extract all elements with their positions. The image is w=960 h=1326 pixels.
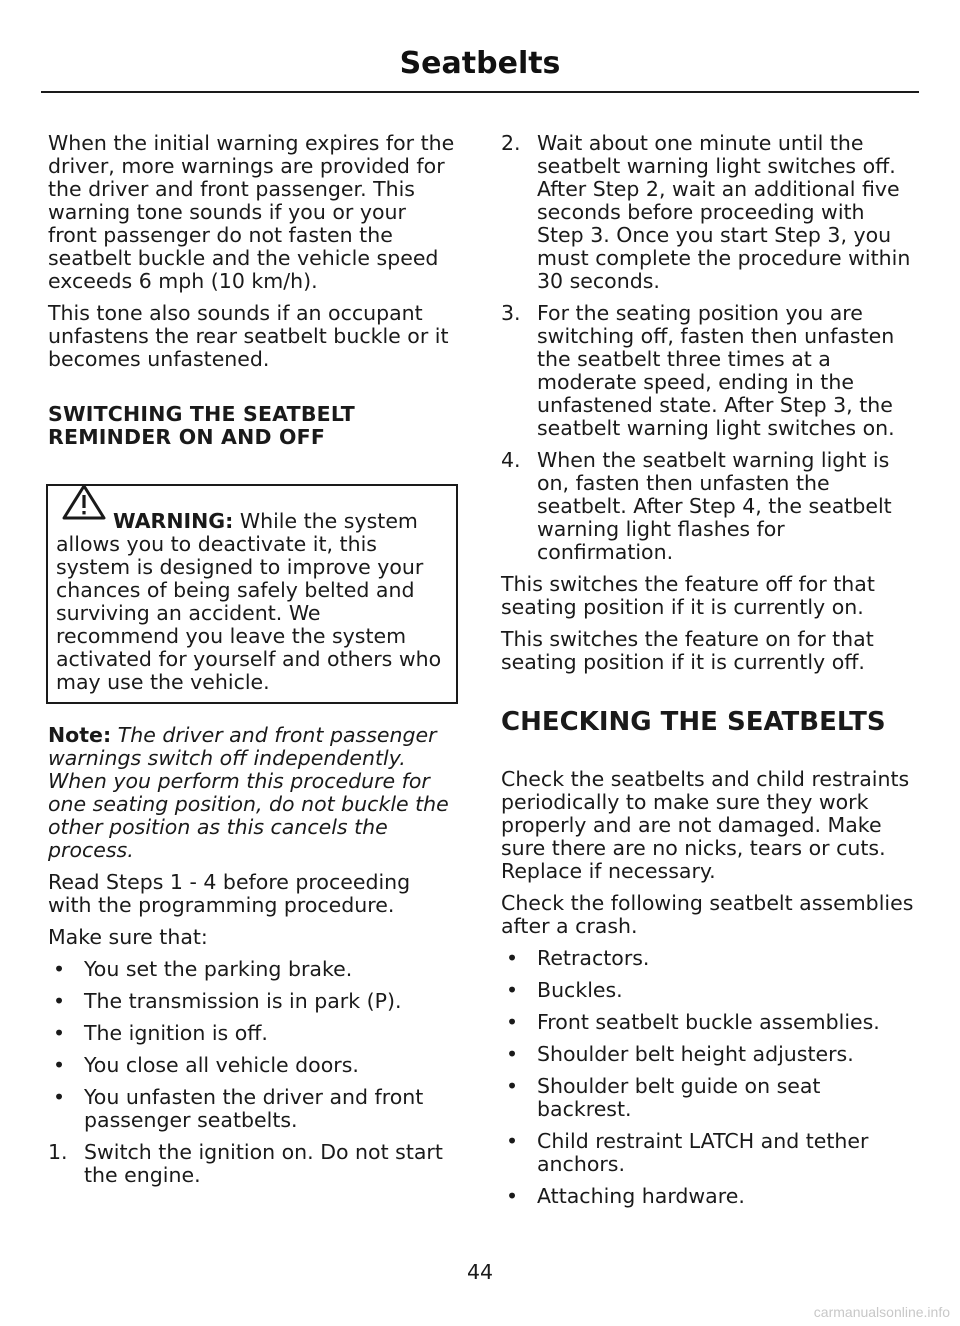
list-item: • Shoulder belt guide on seat backrest.	[506, 1074, 821, 1121]
steps-list	[48, 1141, 460, 1187]
list-item: • You close all vehicle doors.	[53, 1053, 359, 1077]
check-paragraph: Check the seatbelts and child restraints periodically to make sure they work properly and are not damaged. Make sure there are no nicks, tears or cuts. Replace if necessary.	[501, 767, 910, 883]
list-item: • The transmission is in park (P).	[53, 989, 402, 1013]
step-item: 2. Wait about one minute until the seatbelt warning light switches off. After Step 2, wait an additional five seconds before proceeding with Step 3. Once you start Step 3, you must complete the procedure within 30 seconds.	[501, 131, 911, 293]
result-paragraph: This switches the feature on for that seating position if it is currently off.	[501, 627, 874, 674]
section-heading-checking: CHECKING THE SEATBELTS	[501, 707, 886, 737]
steps-list	[501, 132, 917, 564]
list-item: • Buckles.	[506, 978, 623, 1002]
list-item: • The ignition is off.	[53, 1021, 268, 1045]
result-paragraph: This switches the feature off for that seating position if it is currently on.	[501, 572, 875, 619]
preconditions-list	[48, 958, 460, 1132]
note-label: Note:	[48, 723, 112, 747]
warning-label: WARNING:	[113, 509, 234, 533]
step-item: 4. When the seatbelt warning light is on, fasten then unfasten the seatbelt. After Step 4, the seatbelt warning light flashes for confirmation.	[501, 448, 892, 564]
make-sure-paragraph: Make sure that:	[48, 925, 208, 949]
intro-paragraph: This tone also sounds if an occupant unfastens the rear seatbelt buckle or it becomes unfastened.	[48, 301, 449, 371]
title-divider	[41, 91, 919, 93]
list-item: • Attaching hardware.	[506, 1184, 745, 1208]
warning-box	[46, 484, 458, 704]
list-item: • Shoulder belt height adjusters.	[506, 1042, 854, 1066]
section-heading-switching: SWITCHING THE SEATBELT REMINDER ON AND OFF	[48, 402, 355, 449]
page-title: Seatbelts	[399, 46, 561, 81]
left-column	[48, 132, 460, 1196]
warning-triangle-icon	[62, 484, 106, 520]
page-number: 44	[466, 1260, 494, 1284]
list-item: • You set the parking brake.	[53, 957, 353, 981]
watermark-link[interactable]: carmanualsonline.info	[813, 1304, 950, 1320]
note-paragraph	[48, 724, 460, 862]
warning-text: While the system allows you to deactivate it, this system is designed to improve your chances of being safely belted and surviving an accident. We recommend you leave the system activated for yourself and others who may use the vehicle.	[56, 509, 442, 694]
check-paragraph: Check the following seatbelt assemblies after a crash.	[501, 891, 914, 938]
read-steps-paragraph: Read Steps 1 - 4 before proceeding with the programming procedure.	[48, 870, 411, 917]
note-text: The driver and front passenger warnings switch off independently. When you perform this procedure for one seating position, do not buckle the other position as this cancels the process.	[48, 723, 449, 862]
assemblies-list	[501, 947, 917, 1208]
intro-paragraph: When the initial warning expires for the driver, more warnings are provided for the driver and front passenger. This warning tone sounds if you or your front passenger do not fasten the seatbelt buckle and the vehicle speed exceeds 6 mph (10 km/h).	[48, 131, 455, 293]
step-item: 3. For the seating position you are switching off, fasten then unfasten the seatbelt three times at a moderate speed, ending in the unfastened state. After Step 3, the seatbelt warning light switches on.	[501, 301, 895, 440]
list-item: • Front seatbelt buckle assemblies.	[506, 1010, 880, 1034]
list-item: • You unfasten the driver and front passenger seatbelts.	[53, 1085, 424, 1132]
step-item: 1. Switch the ignition on. Do not start the engine.	[48, 1140, 443, 1187]
list-item: • Retractors.	[506, 946, 650, 970]
right-column	[501, 132, 917, 1217]
list-item: • Child restraint LATCH and tether anchors.	[506, 1129, 869, 1176]
